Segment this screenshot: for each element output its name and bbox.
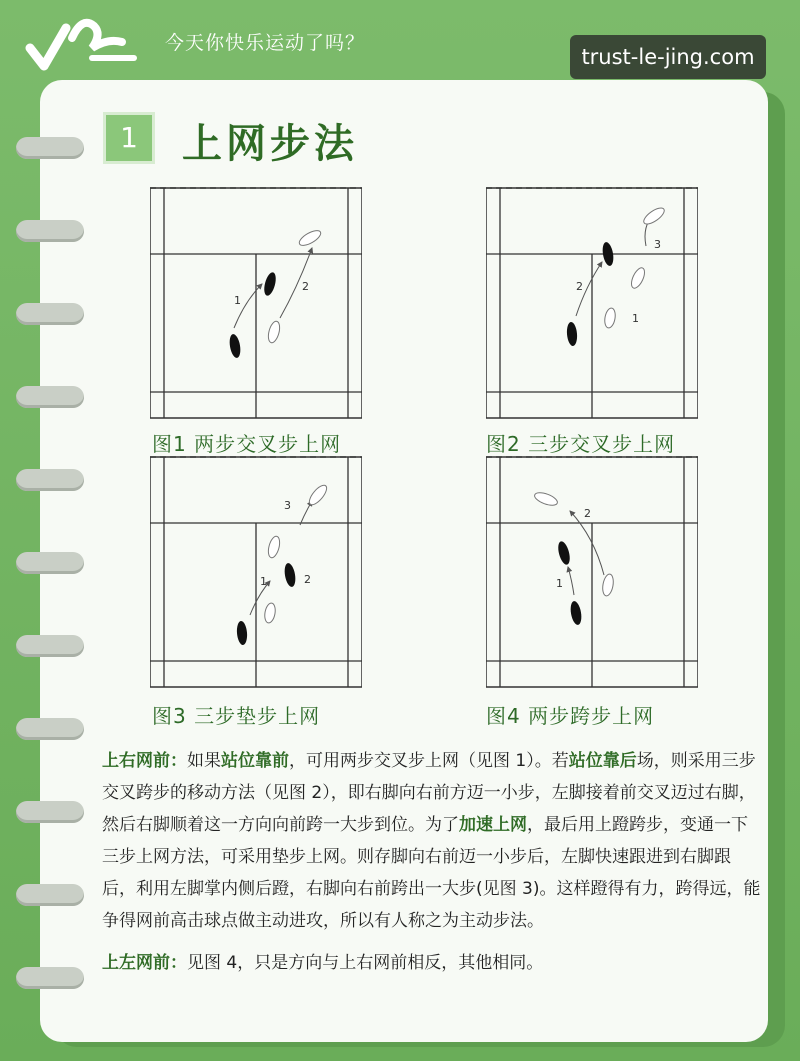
footprint-right bbox=[569, 600, 583, 625]
court-diagram-2 bbox=[486, 186, 698, 420]
paragraph-text: 见图 4，只是方向与上右网前相反，其他相同。 bbox=[187, 953, 544, 973]
highlight-text: 站位靠后 bbox=[568, 751, 637, 771]
figure-caption-4: 图4 两步跨步上网 bbox=[486, 704, 655, 728]
step-label: 1 bbox=[234, 294, 241, 307]
paragraph-right-net bbox=[102, 745, 762, 937]
step-label: 1 bbox=[556, 577, 563, 590]
footprint-outline bbox=[533, 490, 559, 508]
footprint-outline bbox=[603, 307, 616, 328]
watermark-badge: trust-le-jing.com bbox=[570, 35, 766, 79]
paragraph-left-net bbox=[102, 947, 762, 979]
binder-ring bbox=[16, 552, 84, 574]
highlight-text: 加速上网 bbox=[459, 815, 527, 835]
section-number: 1 bbox=[103, 112, 155, 164]
step-label: 2 bbox=[576, 280, 583, 293]
figure-caption-3: 图3 三步垫步上网 bbox=[152, 704, 321, 728]
body-text bbox=[102, 745, 762, 989]
footprint-outline bbox=[297, 228, 323, 249]
binder-ring bbox=[16, 718, 84, 740]
footprint-outline bbox=[641, 205, 666, 227]
step-label: 2 bbox=[584, 507, 591, 520]
footprint-left bbox=[556, 540, 572, 566]
footprint-left bbox=[236, 621, 248, 646]
paragraph-lead: 上左网前： bbox=[102, 953, 187, 973]
binder-ring bbox=[16, 801, 84, 823]
binder-ring bbox=[16, 303, 84, 325]
court-diagram-1 bbox=[150, 186, 362, 420]
footprint-left bbox=[228, 333, 242, 358]
figure-caption-2: 图2 三步交叉步上网 bbox=[486, 432, 676, 456]
court-diagram-3 bbox=[150, 455, 362, 689]
step-label: 1 bbox=[632, 312, 639, 325]
footprint-right bbox=[601, 241, 615, 266]
binder-ring bbox=[16, 635, 84, 657]
binder-ring bbox=[16, 220, 84, 242]
logo-icon bbox=[22, 8, 142, 72]
footprint-outline bbox=[263, 602, 276, 623]
binder-ring bbox=[16, 967, 84, 989]
footprint-outline bbox=[601, 573, 615, 596]
highlight-text: 站位靠前 bbox=[221, 751, 289, 771]
figure-caption-1: 图1 两步交叉步上网 bbox=[152, 432, 342, 456]
footprint-outline bbox=[629, 266, 647, 290]
paragraph-text: ，可用两步交叉步上网（见图 1）。若 bbox=[289, 751, 569, 771]
paragraph-text: 如果 bbox=[187, 751, 221, 771]
step-label: 3 bbox=[654, 238, 661, 251]
paragraph-lead: 上右网前： bbox=[102, 751, 187, 771]
paragraph-text: 场，则采用三步交叉跨步的移动方法（见图 2），即右脚向右前方迈一小步，左脚接着前交叉迈过右脚，然后右脚顺着这一方向向前跨一大步到位。为了 bbox=[102, 751, 756, 835]
step-label: 2 bbox=[304, 573, 311, 586]
court-diagram-4 bbox=[486, 455, 698, 689]
footprint-left bbox=[566, 322, 578, 347]
binder-ring bbox=[16, 469, 84, 491]
section-title: 上网步法 bbox=[182, 121, 358, 167]
footprint-outline bbox=[266, 320, 281, 344]
binder-ring bbox=[16, 386, 84, 408]
footprint-outline bbox=[306, 483, 329, 508]
footprint-right bbox=[262, 271, 278, 297]
footprint-right bbox=[283, 562, 297, 587]
binder-ring bbox=[16, 884, 84, 906]
footprint-outline bbox=[266, 535, 281, 559]
header-slogan: 今天你快乐运动了吗？ bbox=[165, 32, 366, 54]
step-label: 1 bbox=[260, 575, 267, 588]
step-label: 3 bbox=[284, 499, 291, 512]
binder-ring bbox=[16, 137, 84, 159]
paragraph-text: ，最后用上蹬跨步，变通一下三步上网方法，可采用垫步上网。则存脚向右前迈一小步后，左脚快速跟进到右脚跟后，利用左脚掌内侧后蹬，右脚向右前跨出一大步(见图 3)。这样蹬得有力，跨得远，能争得网前高击球点做主动进攻，所以有人称之为主动步法。 bbox=[102, 815, 761, 931]
step-label: 2 bbox=[302, 280, 309, 293]
